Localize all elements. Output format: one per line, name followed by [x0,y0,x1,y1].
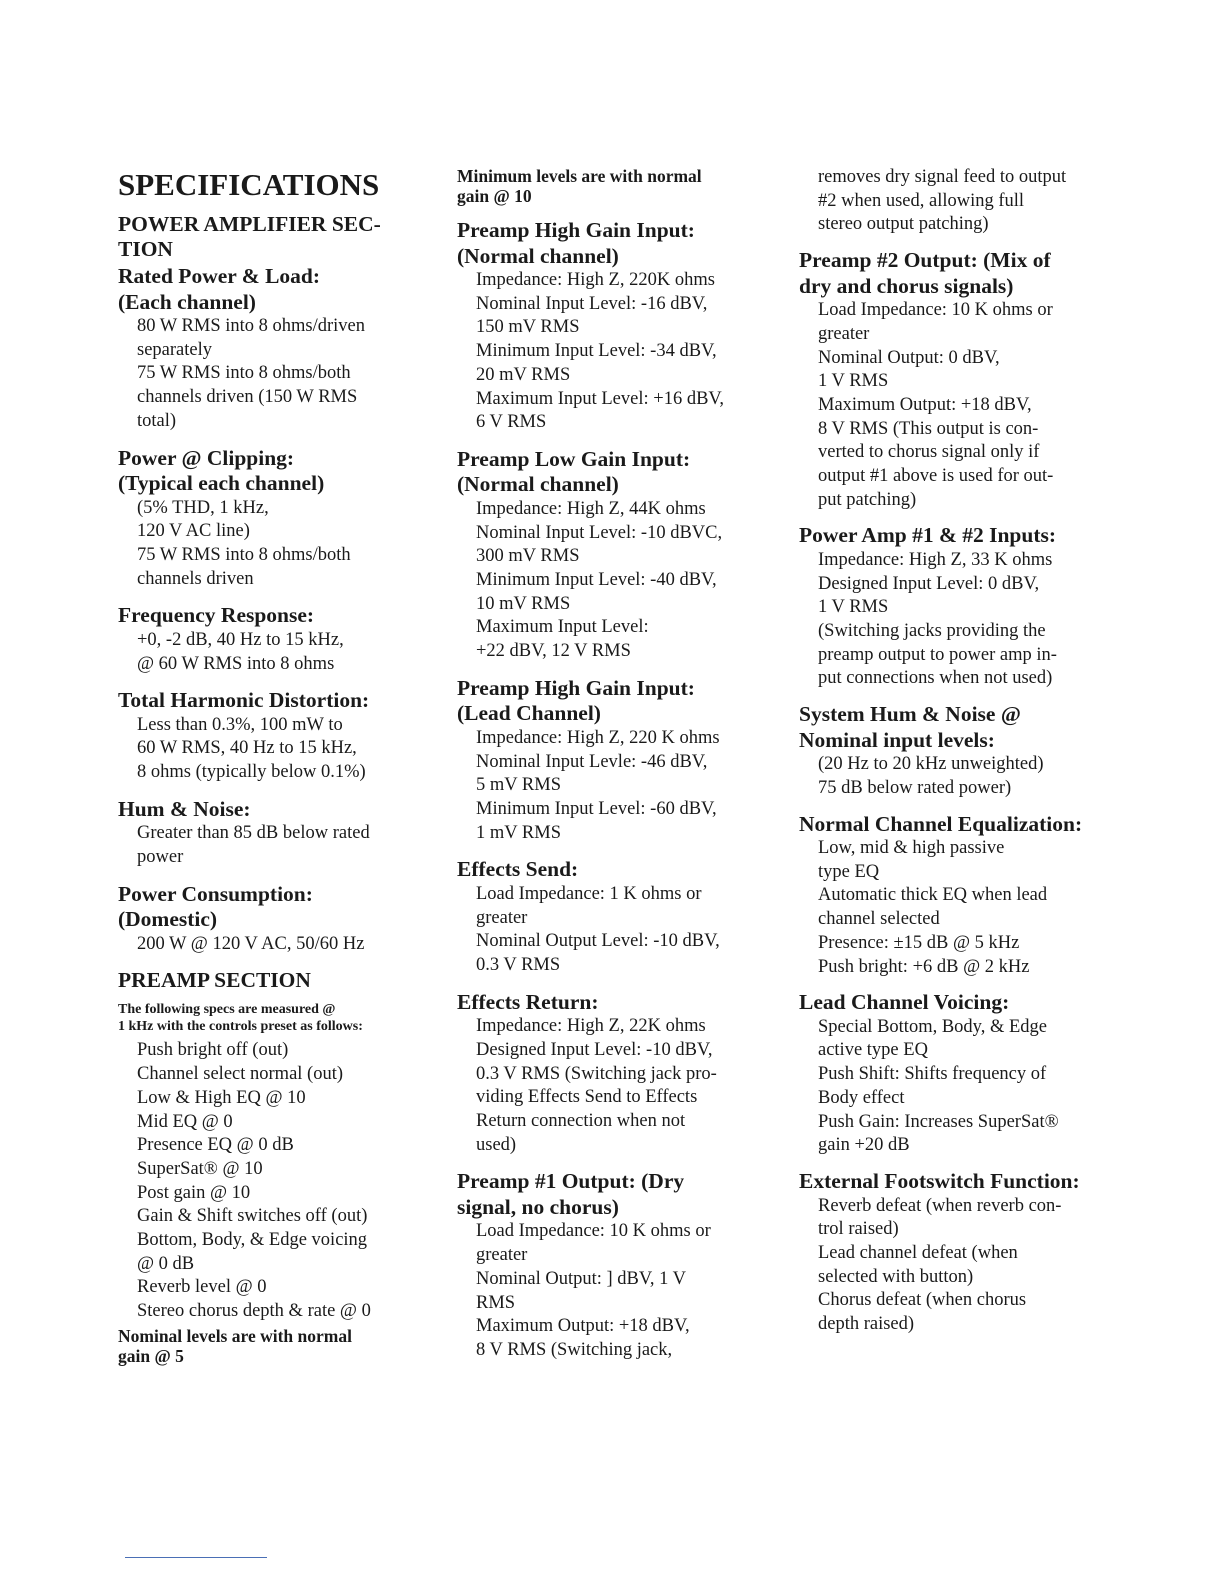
spec-footswitch [799,1169,1117,1337]
spec-body: Impedance: High Z, 44K ohms Nominal Input Level: -10 dBVC, 300 mV RMS Minimum Input Level: -40 dBV, 10 mV RMS Maximum Input Level: +22 dBV, 12 V RMS [476,498,723,662]
spec-body: 80 W RMS into 8 ohms/driven separately 75 W RMS into 8 ohms/both channels driven (150 W RMS total) [137,316,366,431]
spec-body: Impedance: High Z, 220 K ohms Nominal Input Levle: -46 dBV, 5 mV RMS Minimum Input Level: -60 dBV, 1 mV RMS [476,727,720,843]
column-3 [799,166,1117,1337]
spec-effects-return [457,990,775,1158]
spec-body: Impedance: High Z, 22K ohms Designed Input Level: -10 dBV, 0.3 V RMS (Switching jack pro- viding Effects Send to Effects Return connection when not used) [476,1016,717,1155]
spec-heading: Effects Send: [457,857,579,882]
spec-body: Load Impedance: 10 K ohms or greater Nominal Output: ] dBV, 1 V RMS Maximum Output: +18 dBV, 8 V RMS (Switching jack, [476,1221,711,1360]
spec-body: Reverb defeat (when reverb con- trol raised) Lead channel defeat (when selected with button) Chorus defeat (when chorus depth raised) [818,1195,1062,1335]
spec-power-amp-inputs [799,523,1117,691]
minimum-levels-note: Minimum levels are with normal gain @ 10 [457,166,702,206]
spec-body: (20 Hz to 20 kHz unweighted) 75 dB below rated power) [818,754,1044,798]
spec-body: (5% THD, 1 kHz, 120 V AC line) 75 W RMS into 8 ohms/both channels driven [137,497,351,589]
spec-heading: Frequency Response: [118,603,315,628]
spec-body: +0, -2 dB, 40 Hz to 15 kHz, @ 60 W RMS into 8 ohms [137,629,344,674]
footer-rule [125,1557,267,1558]
preset-list: Push bright off (out) Channel select normal (out) Low & High EQ @ 10 Mid EQ @ 0 Presence EQ @ 0 dB SuperSat® @ 10 Post gain @ 10 Gain & Shift switches off (out) Bottom, Body, & Edge voicing @ 0 dB Reverb level @ 0 Stereo chorus depth & rate @ 0 [137,1040,371,1322]
nominal-levels-note: Nominal levels are with normal gain @ 5 [118,1325,352,1366]
spec-body: Less than 0.3%, 100 mW to 60 W RMS, 40 Hz to 15 kHz, 8 ohms (typically below 0.1%) [137,714,366,783]
spec-heading: External Footswitch Function: [799,1169,1080,1193]
preset-note: The following specs are measured @ 1 kHz with the controls preset as follows: [118,1002,363,1035]
spec-heading: Preamp High Gain Input: (Normal channel) [457,218,695,268]
spec-power-consumption [118,882,436,957]
spec-frequency-response [118,603,436,676]
continued-body: removes dry signal feed to output #2 when used, allowing full stereo output patching) [818,167,1067,235]
spec-heading: Power Amp #1 & #2 Inputs: [799,523,1057,548]
spec-heading: Preamp High Gain Input: (Lead Channel) [457,675,695,726]
spec-low-gain-normal [457,447,775,664]
preamp-section-heading: PREAMP SECTION [118,968,311,993]
spec-power-clipping [118,446,436,592]
spec-body: Low, mid & high passive type EQ Automatic thick EQ when lead channel selected Presence: ±15 dB @ 5 kHz Push bright: +6 dB @ 2 kHz [818,838,1048,977]
spec-body: Greater than 85 dB below rated power [137,823,370,868]
spec-preamp-output-2 [799,248,1117,512]
spec-heading: Power @ Clipping: (Typical each channel) [118,445,325,496]
spec-hum-noise [118,797,436,870]
spec-normal-eq [799,812,1117,980]
spec-heading: Preamp Low Gain Input: (Normal channel) [457,446,691,497]
spec-heading: Total Harmonic Distortion: [118,688,370,713]
spec-effects-send [457,857,775,977]
spec-body: Load Impedance: 1 K ohms or greater Nominal Output Level: -10 dBV, 0.3 V RMS [476,883,720,975]
spec-body: 200 W @ 120 V AC, 50/60 Hz [137,933,365,954]
column-2 [457,166,775,1363]
spec-body: Load Impedance: 10 K ohms or greater Nominal Output: 0 dBV, 1 V RMS Maximum Output: +18 dBV, 8 V RMS (This output is con- verted to chorus signal only if output #1 above is used for out- put patching) [818,300,1054,510]
spec-lead-voicing [799,990,1117,1158]
spec-heading: Rated Power & Load: (Each channel) [118,264,321,314]
spec-thd [118,688,436,785]
spec-rated-power [118,264,436,434]
power-amp-section-heading: POWER AMPLIFIER SEC- TION [118,212,381,261]
spec-preamp-output-1 [457,1169,775,1362]
spec-heading: Hum & Noise: [118,796,251,821]
spec-heading: Normal Channel Equalization: [799,811,1083,836]
column-1 [118,166,436,1366]
spec-high-gain-lead [457,676,775,846]
spec-heading: Effects Return: [457,989,599,1014]
spec-heading: Preamp #1 Output: (Dry signal, no chorus) [457,1169,685,1219]
spec-system-hum-noise [799,702,1117,800]
spec-heading: System Hum & Noise @ Nominal input levels: [799,702,1021,752]
spec-high-gain-normal [457,218,775,435]
spec-heading: Lead Channel Voicing: [799,990,1010,1015]
spec-body: Impedance: High Z, 33 K ohms Designed Input Level: 0 dBV, 1 V RMS (Switching jacks providing the preamp output to power amp in- put connections when not used) [818,549,1057,689]
spec-body: Special Bottom, Body, & Edge active type EQ Push Shift: Shifts frequency of Body effect Push Gain: Increases SuperSat® gain +20 dB [818,1016,1059,1156]
spec-body: Impedance: High Z, 220K ohms Nominal Input Level: -16 dBV, 150 mV RMS Minimum Input Level: -34 dBV, 20 mV RMS Maximum Input Level: +16 dBV, 6 V RMS [476,270,725,433]
spec-heading: Preamp #2 Output: (Mix of dry and chorus signals) [799,248,1051,298]
spec-heading: Power Consumption: (Domestic) [118,881,313,932]
page-title: SPECIFICATIONS [118,167,380,202]
